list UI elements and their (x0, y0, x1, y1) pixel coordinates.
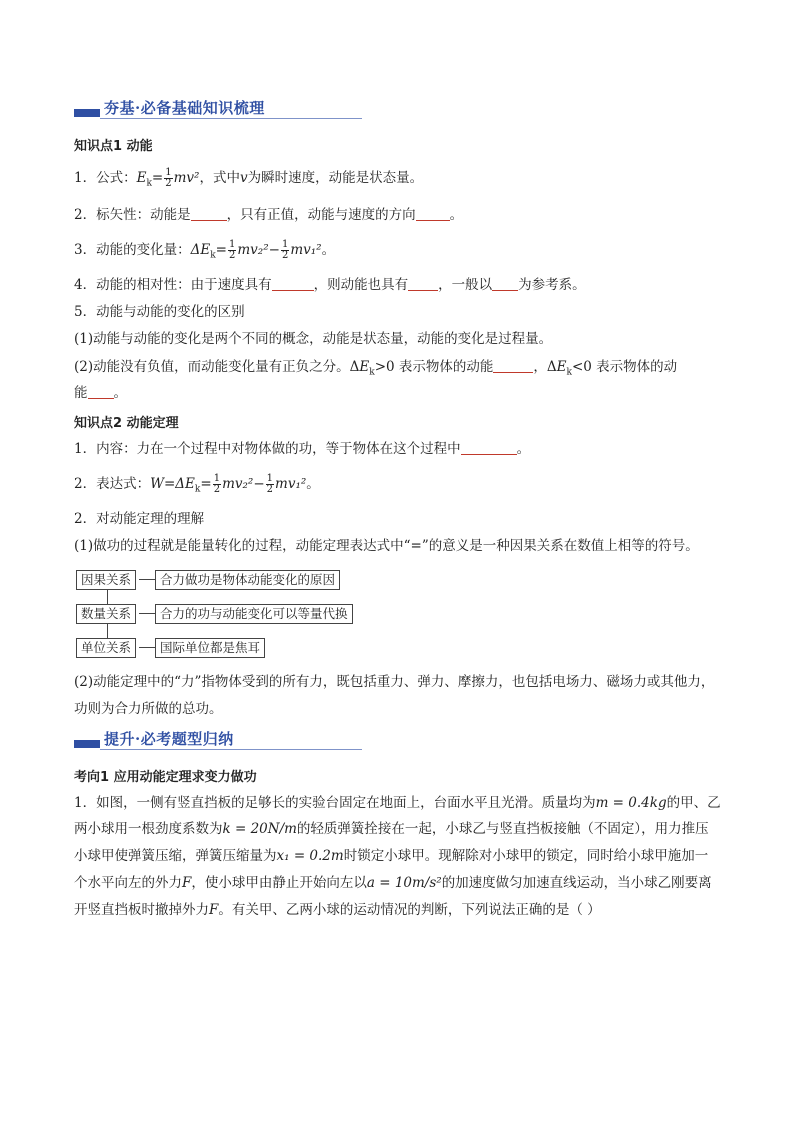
diagram-left-box: 单位关系 (76, 638, 136, 658)
fraction: $\frac{1}{2}$ (281, 239, 289, 261)
diagram-right-box: 国际单位都是焦耳 (155, 638, 265, 658)
text-line: 2．对动能定理的理解 (74, 511, 205, 527)
diagram-left-box: 因果关系 (76, 570, 136, 590)
fill-blank[interactable] (492, 278, 518, 291)
knowledge-point-title: 知识点2 动能定理 (74, 416, 179, 431)
connector-line (107, 624, 108, 638)
section-header-basics (74, 96, 362, 120)
section-rule (100, 749, 362, 750)
exam-direction-title: 考向1 应用动能定理求变力做功 (74, 770, 257, 785)
connector-line (139, 647, 155, 648)
connector-line (107, 590, 108, 604)
text-line: 4．动能的相对性：由于速度具有 ，则动能也具有 ，一般以 为参考系。 (74, 277, 586, 293)
section-bar-icon (74, 109, 100, 117)
text-line: 1．公式：$E_k=$ $\frac{1}{2}$ mv²，式中v为瞬时速度，动能是状态量。 (74, 167, 424, 189)
connector-line (139, 579, 155, 580)
text-line: 1．内容：力在一个过程中对物体做的功，等于物体在这个过程中 。 (74, 441, 531, 457)
diagram-left-box: 数量关系 (76, 604, 136, 624)
section-rule (100, 118, 362, 119)
text-line: 能 。 (74, 385, 127, 401)
section-title: 夯基·必备基础知识梳理 (104, 99, 265, 117)
text-line: (1)动能与动能的变化是两个不同的概念，动能是状态量，动能的变化是过程量。 (74, 331, 553, 347)
connector-line (139, 613, 155, 614)
section-bar-icon (74, 740, 100, 748)
text-line: (1)做功的过程就是能量转化的过程，动能定理表达式中“=”的意义是一种因果关系在数值上相等的符号。 (74, 538, 699, 554)
question-line: 个水平向左的外力F，使小球甲由静止开始向左以a = 10m/s²的加速度做匀加速直线运动，当小球乙刚要离 (74, 875, 712, 891)
text-line: (2)动能没有负值，而动能变化量有正负之分。$\Delta E_k>0$ 表示物体的动能 ，$\Delta E_k<0$ 表示物体的动 (74, 359, 678, 378)
fraction: $\frac{1}{2}$ (213, 473, 221, 495)
text-line: 5．动能与动能的变化的区别 (74, 304, 245, 320)
fill-blank[interactable] (493, 360, 533, 373)
question-line: 1．如图，一侧有竖直挡板的足够长的实验台固定在地面上，台面水平且光滑。质量均为m = 0.4kg的甲、乙 (74, 795, 721, 811)
text-line: 2．标矢性：动能是 ，只有正值，动能与速度的方向 。 (74, 207, 464, 223)
diagram-right-box: 合力做功是物体动能变化的原因 (155, 570, 340, 590)
fill-blank[interactable] (408, 278, 438, 291)
question-line: 两小球用一根劲度系数为k = 20N/m的轻质弹簧拴接在一起，小球乙与竖直挡板接触（不固定），用力推压 (74, 821, 709, 837)
question-line: 开竖直挡板时撤掉外力F。有关甲、乙两小球的运动情况的判断，下列说法正确的是（ ） (74, 902, 601, 918)
text-line: 功则为合力所做的总功。 (74, 701, 223, 717)
knowledge-point-title: 知识点1 动能 (74, 139, 153, 154)
fill-blank[interactable] (191, 208, 227, 221)
section-header-advanced (74, 727, 362, 751)
fraction: $\frac{1}{2}$ (266, 473, 274, 495)
diagram-right-box: 合力的功与动能变化可以等量代换 (155, 604, 353, 624)
fill-blank[interactable] (272, 278, 314, 291)
text-line: (2)动能定理中的“力”指物体受到的所有力，既包括重力、弹力、摩擦力，也包括电场力、磁场力或其他力， (74, 674, 715, 690)
question-line: 小球甲使弹簧压缩，弹簧压缩量为x₁ = 0.2m时锁定小球甲。现解除对小球甲的锁定，同时给小球甲施加一 (74, 848, 709, 864)
fraction: $\frac{1}{2}$ (165, 167, 172, 189)
fill-blank[interactable] (88, 386, 114, 399)
fraction: $\frac{1}{2}$ (228, 239, 236, 261)
text-line: 3．动能的变化量：$\Delta E_k=$ $\frac{1}{2}$ mv₂²− $\frac{1}{2}$ mv₁²。 (74, 239, 336, 261)
fill-blank[interactable] (461, 442, 517, 455)
fill-blank[interactable] (416, 208, 450, 221)
text-line: 2．表达式：$W=\Delta E_k=$ $\frac{1}{2}$ mv₂²− $\frac{1}{2}$ mv₁²。 (74, 473, 320, 495)
section-title: 提升·必考题型归纳 (104, 730, 234, 748)
